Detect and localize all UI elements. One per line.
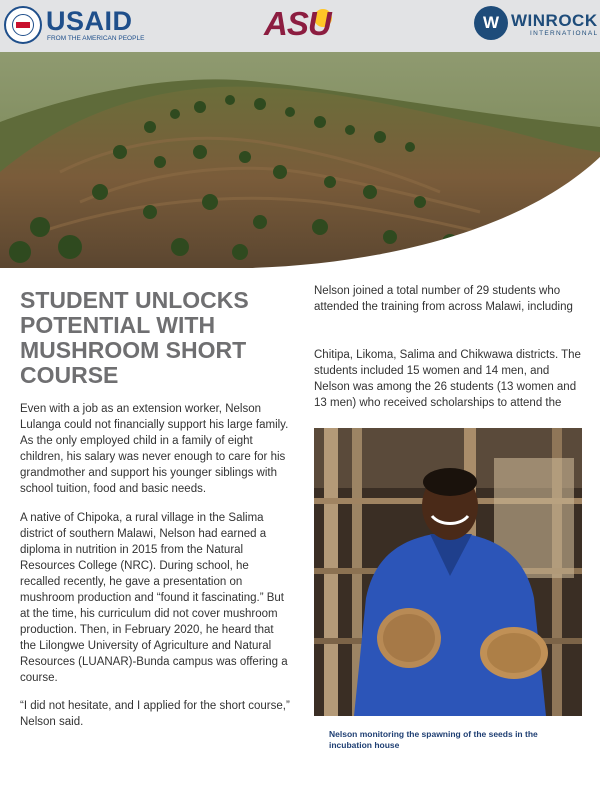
paragraph-scholarships: Chitipa, Likoma, Salima and Chikwawa districts. The students included 15 women and 14 men, and Nelson was among the 26 students (13 women and 13 men) who received scholarships to attend the <box>314 349 581 409</box>
winrock-subtitle: INTERNATIONAL <box>530 30 599 37</box>
usaid-seal-icon <box>4 6 42 44</box>
asu-logo <box>264 5 344 43</box>
nelson-photo <box>314 428 582 716</box>
paragraph-quote: “I did not hesitate, and I applied for the short course,” Nelson said. <box>20 700 290 728</box>
usaid-tagline: FROM THE AMERICAN PEOPLE <box>47 35 145 42</box>
header-bar <box>0 0 600 52</box>
usaid-wordmark: USAID <box>46 6 133 36</box>
usaid-logo <box>4 4 144 48</box>
article-title: STUDENT UNLOCKS POTENTIAL WITH MUSHROOM SHORT COURSE <box>20 287 249 388</box>
hero-landscape-image <box>0 52 600 268</box>
paragraph-training: Nelson joined a total number of 29 students who attended the training from across Malawi, including <box>314 285 573 313</box>
photo-caption: Nelson monitoring the spawning of the seeds in the incubation house <box>329 729 538 750</box>
winrock-logo <box>474 6 599 46</box>
paragraph-background: A native of Chipoka, a rural village in the Salima district of southern Malawi, Nelson had earned a diploma in nutrition in 2015 from the Natural Resources College (NRC). During school, he recalled recently, he gave a presentation on mushroom production and “found it fascinating.” But at the time, his curriculum did not cover mushroom production. Then, in February 2020, he heard that the Lilongwe University of Agriculture and Natural Resources (LUANAR)-Bunda campus was offering a course. <box>20 512 288 684</box>
asu-wordmark: ASU <box>264 5 331 42</box>
winrock-mark-icon: W <box>474 6 508 40</box>
paragraph-intro: Even with a job as an extension worker, Nelson Lulanga could not financially support his large family. As the only employed child in a family of eight children, his salary was never enough to care for his grandmother and support his younger siblings with school tuition, food and basic needs. <box>20 403 289 495</box>
winrock-wordmark: WINROCK <box>511 11 598 30</box>
